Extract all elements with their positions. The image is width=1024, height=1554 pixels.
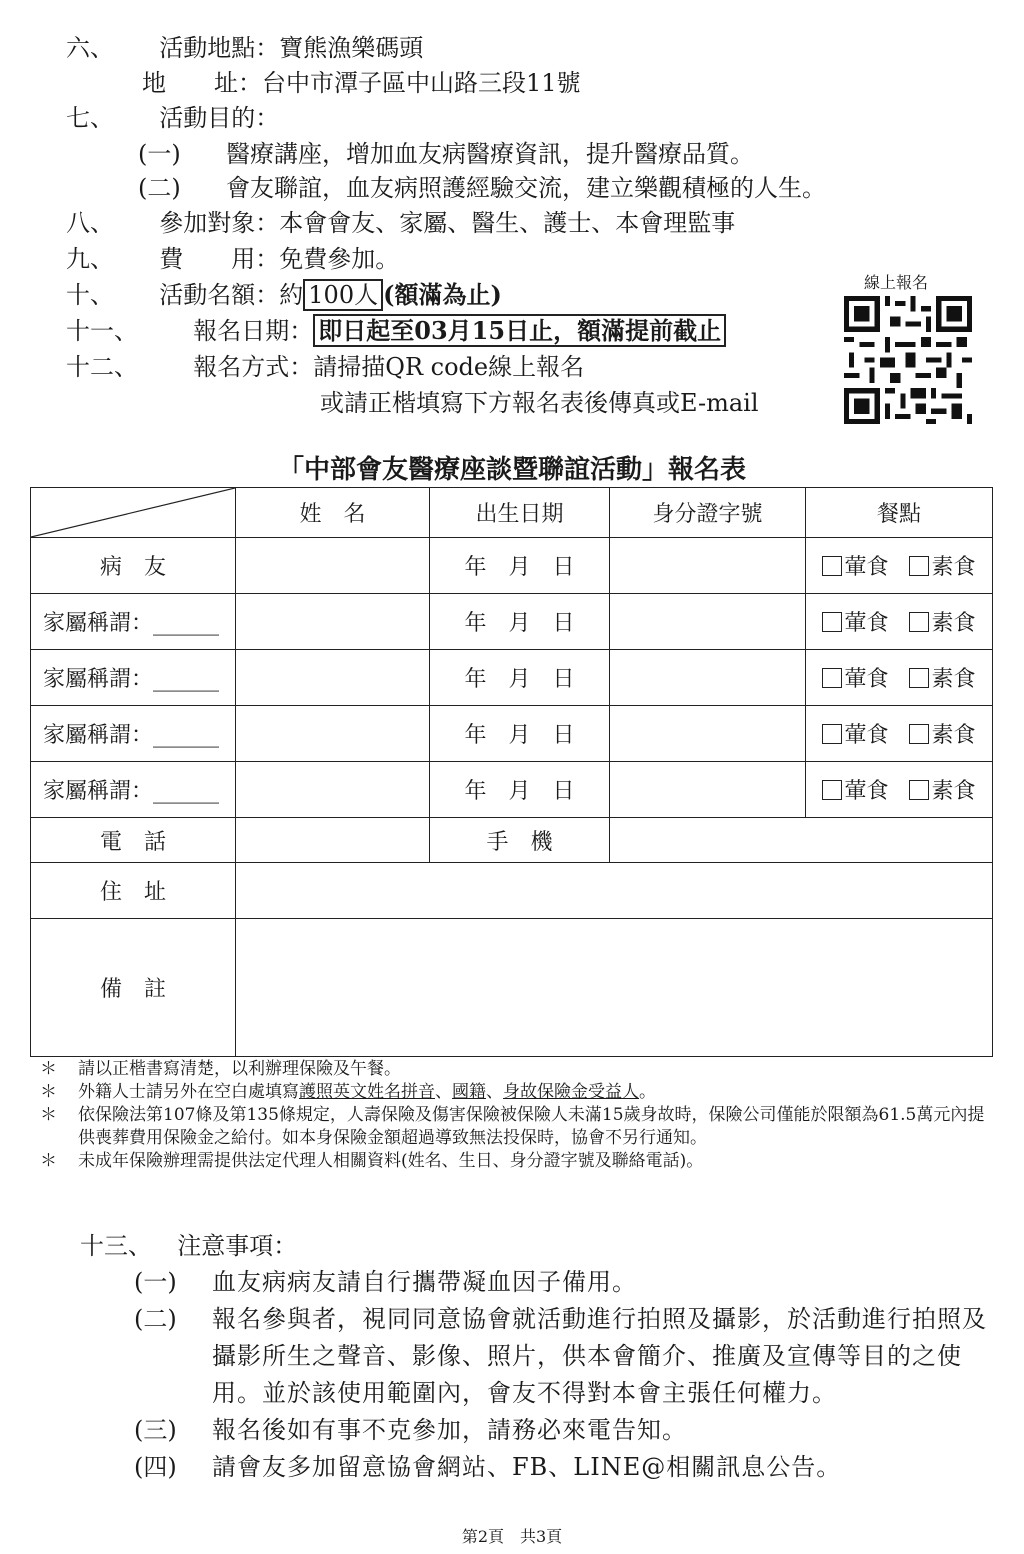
registration-method-1: 請掃描QR code線上報名 (313, 353, 585, 381)
name-field[interactable] (236, 650, 430, 706)
mobile-label: 手 機 (430, 818, 610, 863)
audience-value: 本會會友、家屬、醫生、護士、本會理監事 (279, 209, 736, 237)
quota-prefix: 約 (279, 281, 304, 309)
remark-label: 備 註 (31, 919, 236, 1057)
purpose-2 (138, 172, 826, 204)
item-label: 費 用： (159, 245, 280, 273)
birthdate-field[interactable]: 年 月 日 (430, 594, 610, 650)
header-row (31, 488, 993, 538)
item-six (66, 32, 423, 64)
meat-label: 葷食 (844, 723, 889, 748)
item-label: 活動名額： (159, 281, 280, 309)
meat-label: 葷食 (844, 611, 889, 636)
item-number: 十二、 (66, 353, 138, 381)
list-item (134, 1412, 994, 1449)
name-field[interactable] (236, 538, 430, 594)
separator: 、 (435, 1082, 452, 1102)
item-number: 七、 (66, 104, 114, 132)
separator: 、 (486, 1082, 503, 1102)
note-item (40, 1150, 990, 1173)
item-number: 九、 (66, 245, 114, 273)
registration-form (30, 487, 993, 1057)
birthdate-field[interactable]: 年 月 日 (430, 538, 610, 594)
asterisk: ＊ (40, 1151, 57, 1171)
veg-checkbox[interactable] (909, 612, 929, 632)
purpose-text: 會友聯誼，血友病照護經驗交流，建立樂觀積極的人生。 (226, 174, 827, 202)
meal-choice (806, 706, 993, 762)
family-relation-label: 家屬稱謂：______ (31, 594, 236, 650)
table-row (31, 538, 993, 594)
list-text: 報名參與者，視同同意協會就活動進行拍照及攝影，於活動進行拍照及攝影所生之聲音、影像、照片，供本會簡介、推廣及宣傳等目的之使用。並於該使用範圍內，會友不得對本會主張任何權力。 (212, 1305, 987, 1407)
id-number-field[interactable] (610, 538, 806, 594)
purpose-text: 醫療講座，增加血友病醫療資訊，提升醫療品質。 (226, 140, 755, 168)
id-number-field[interactable] (610, 650, 806, 706)
list-number: (二) (134, 1305, 177, 1333)
item-number: 六、 (66, 34, 114, 62)
registration-method-2: 或請正楷填寫下方報名表後傳真或E-mail (320, 389, 759, 417)
id-number-field[interactable] (610, 594, 806, 650)
asterisk: ＊ (40, 1082, 57, 1102)
note-text-part: 外籍人士請另外在空白處填寫 (78, 1082, 299, 1102)
patient-label: 病 友 (31, 538, 236, 594)
veg-label: 素食 (931, 779, 976, 804)
note-item (40, 1104, 990, 1150)
qr-caption: 線上報名 (864, 273, 929, 292)
purpose-1 (138, 138, 754, 170)
header-id-number: 身分證字號 (610, 488, 806, 538)
meat-checkbox[interactable] (822, 556, 842, 576)
item-eight (66, 207, 735, 239)
name-field[interactable] (236, 594, 430, 650)
meat-checkbox[interactable] (822, 780, 842, 800)
list-text: 報名後如有事不克參加，請務必來電告知。 (212, 1416, 687, 1444)
remark-field[interactable] (236, 919, 993, 1057)
item-number: 十一、 (66, 317, 138, 345)
item-label: 活動地點： (159, 34, 280, 62)
table-row (31, 650, 993, 706)
item-eleven (66, 315, 726, 347)
list-number: (一) (134, 1268, 177, 1296)
id-number-field[interactable] (610, 706, 806, 762)
item-label: 參加對象： (159, 209, 280, 237)
item-nine (66, 243, 399, 275)
section13-heading (80, 1230, 297, 1262)
note-item (40, 1058, 990, 1081)
meat-checkbox[interactable] (822, 612, 842, 632)
item-label: 報名日期： (193, 317, 314, 345)
family-relation-label: 家屬稱謂：______ (31, 762, 236, 818)
note-text: 請以正楷書寫清楚，以利辦理保險及午餐。 (78, 1059, 401, 1079)
list-item (134, 1301, 994, 1412)
header-name: 姓 名 (236, 488, 430, 538)
veg-checkbox[interactable] (909, 668, 929, 688)
venue-value: 寶熊漁樂碼頭 (279, 34, 424, 62)
name-field[interactable] (236, 762, 430, 818)
underlined-term: 護照英文姓名拼音 (299, 1082, 435, 1102)
underlined-term: 身故保險金受益人 (503, 1082, 639, 1102)
meat-label: 葷食 (844, 667, 889, 692)
asterisk: ＊ (40, 1105, 57, 1125)
item-number: 十、 (66, 281, 114, 309)
qr-code[interactable] (844, 296, 972, 424)
header-birthdate: 出生日期 (430, 488, 610, 538)
item-label: 活動目的： (159, 104, 280, 132)
section13-list (134, 1264, 994, 1486)
item-label: 地 址： (142, 69, 262, 97)
item-twelve (66, 351, 584, 383)
item-seven (66, 102, 279, 134)
note-text-part: 。 (639, 1082, 656, 1102)
address-row (31, 863, 993, 919)
note-text: 未成年保險辦理需提供法定代理人相關資料(姓名、生日、身分證字號及聯絡電話)。 (78, 1151, 704, 1171)
meal-choice (806, 762, 993, 818)
meal-choice (806, 538, 993, 594)
purpose-number: (二) (138, 174, 181, 202)
name-field[interactable] (236, 706, 430, 762)
item-label: 報名方式： (193, 353, 314, 381)
fee-value: 免費參加。 (279, 245, 400, 273)
meat-checkbox[interactable] (822, 668, 842, 688)
diagonal-corner-cell (31, 488, 236, 538)
address-label: 住 址 (31, 863, 236, 919)
mobile-field[interactable] (610, 818, 993, 863)
table-row (31, 594, 993, 650)
quota-suffix: (額滿為止) (383, 280, 502, 309)
list-text: 請會友多加留意協會網站、FB、LINE@相關訊息公告。 (212, 1453, 842, 1481)
address-value: 台中市潭子區中山路三段11號 (262, 69, 581, 97)
veg-checkbox[interactable] (909, 724, 929, 744)
veg-label: 素食 (931, 667, 976, 692)
veg-label: 素食 (931, 555, 976, 580)
phone-field[interactable] (236, 818, 430, 863)
list-item (134, 1449, 994, 1486)
phone-label: 電 話 (31, 818, 236, 863)
table-row (31, 762, 993, 818)
table-row (31, 706, 993, 762)
item-label: 注意事項： (177, 1232, 298, 1260)
list-number: (四) (134, 1453, 177, 1481)
quota-boxed-value: 100人 (303, 279, 383, 311)
family-relation-label: 家屬稱謂：______ (31, 650, 236, 706)
veg-label: 素食 (931, 611, 976, 636)
note-text (78, 1081, 990, 1104)
header-meal: 餐點 (806, 488, 993, 538)
note-text: 依保險法第107條及第135條規定，人壽保險及傷害保險被保險人未滿15歲身故時，保險公司僅能於限額為61.5萬元內提供喪葬費用保險金之給付。如本身保險金額超過導致無法投保時，協會不另行通知。 (78, 1105, 985, 1148)
address-line (142, 67, 581, 99)
veg-checkbox[interactable] (909, 556, 929, 576)
list-item (134, 1264, 994, 1301)
underlined-term: 國籍 (452, 1082, 486, 1102)
note-item (40, 1081, 990, 1104)
meat-checkbox[interactable] (822, 724, 842, 744)
asterisk: ＊ (40, 1059, 57, 1079)
id-number-field[interactable] (610, 762, 806, 818)
list-number: (三) (134, 1416, 177, 1444)
meal-choice (806, 650, 993, 706)
page-number-footer: 第2頁 共3頁 (461, 1527, 563, 1546)
meat-label: 葷食 (844, 779, 889, 804)
meal-choice (806, 594, 993, 650)
birthdate-field[interactable]: 年 月 日 (430, 762, 610, 818)
address-field[interactable] (236, 863, 993, 919)
family-relation-label: 家屬稱謂：______ (31, 706, 236, 762)
form-title: 「中部會友醫療座談暨聯誼活動」報名表 (277, 455, 746, 485)
birthdate-field[interactable]: 年 月 日 (430, 706, 610, 762)
meat-label: 葷食 (844, 555, 889, 580)
remark-row (31, 919, 993, 1057)
registration-date-value: 即日起至03月15日止，額滿提前截止 (313, 314, 726, 347)
item-number: 十三、 (80, 1232, 152, 1260)
item-number: 八、 (66, 209, 114, 237)
phone-row (31, 818, 993, 863)
list-text: 血友病病友請自行攜帶凝血因子備用。 (212, 1268, 637, 1296)
veg-label: 素食 (931, 723, 976, 748)
purpose-number: (一) (138, 140, 181, 168)
notes-section (40, 1058, 990, 1173)
birthdate-field[interactable]: 年 月 日 (430, 650, 610, 706)
item-ten (66, 279, 502, 311)
veg-checkbox[interactable] (909, 780, 929, 800)
